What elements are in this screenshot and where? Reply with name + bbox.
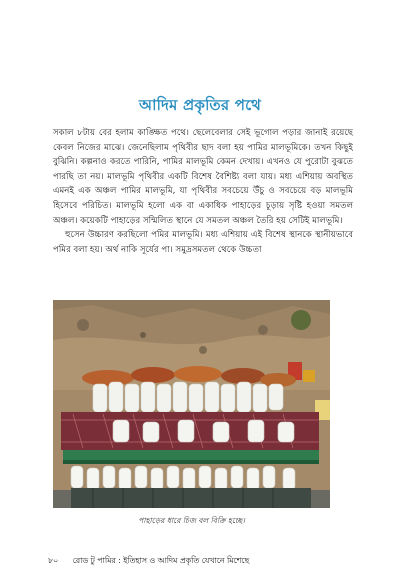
page-number: ৮০ xyxy=(48,556,59,565)
photo-caption: পাহাড়ের ধারে চিজ বল বিক্রি হচ্ছে। xyxy=(138,516,245,525)
body-text xyxy=(53,126,353,257)
running-title: রোড টু পামির : ইতিহাস ও আদিম প্রকৃতি যেখানে মিশেছে xyxy=(72,556,250,565)
paragraph-1: সকাল ৮টায় বের হলাম কাঙ্ক্ষিত পথে। ছেলেবেলার সেই ভূগোল পড়ার জানাই রয়েছে কেবল নিজের মাঝে। জেনেছিলাম পৃথিবীর ছাদ বলা হয় পামির মালভূমিকে। তখন কিছুই বুঝিনি। কল্পনাও করতে পারিনি, পামির মালভূমি কেমন দেখায়। এখনও যে পুরোটা বুঝতে পারছি তা নয়। মালভূমি পৃথিবীর একটি বিশেষ বৈশিষ্ট্য বলা যায়। মধ্য এশিয়ায় অবস্থিত এমনই এক অঞ্চল পামির মালভূমি, যা পৃথিবীর সবচেয়ে উঁচু ও সবচেয়ে বড় মালভূমি হিসেবে পরিচিত। মালভূমি হলো এক বা একাধিক পাহাড়ের চূড়ায় সৃষ্টি হওয়া সমতল অঞ্চল। কয়েকটি পাহাড়ের সন্মিলিত স্থানে যে সমতল অঞ্চল তৈরি হয় সেটিই মালভূমি। xyxy=(53,128,353,226)
paragraph-2: হুসেন উচ্চারণ করছিলো পমির মালভূমি। মধ্য এশিয়ায় এই বিশেষ স্থানকে স্থানীয়ভাবে পমির বলা হয়। অর্থ নাকি সূর্যের পা। সমুদ্রসমতল থেকে উচ্চতা xyxy=(53,230,353,255)
page-footer xyxy=(48,555,368,568)
chapter-title: আদিম প্রকৃতির পথে xyxy=(138,96,262,114)
photo-cheese-ball-stall xyxy=(53,300,330,508)
